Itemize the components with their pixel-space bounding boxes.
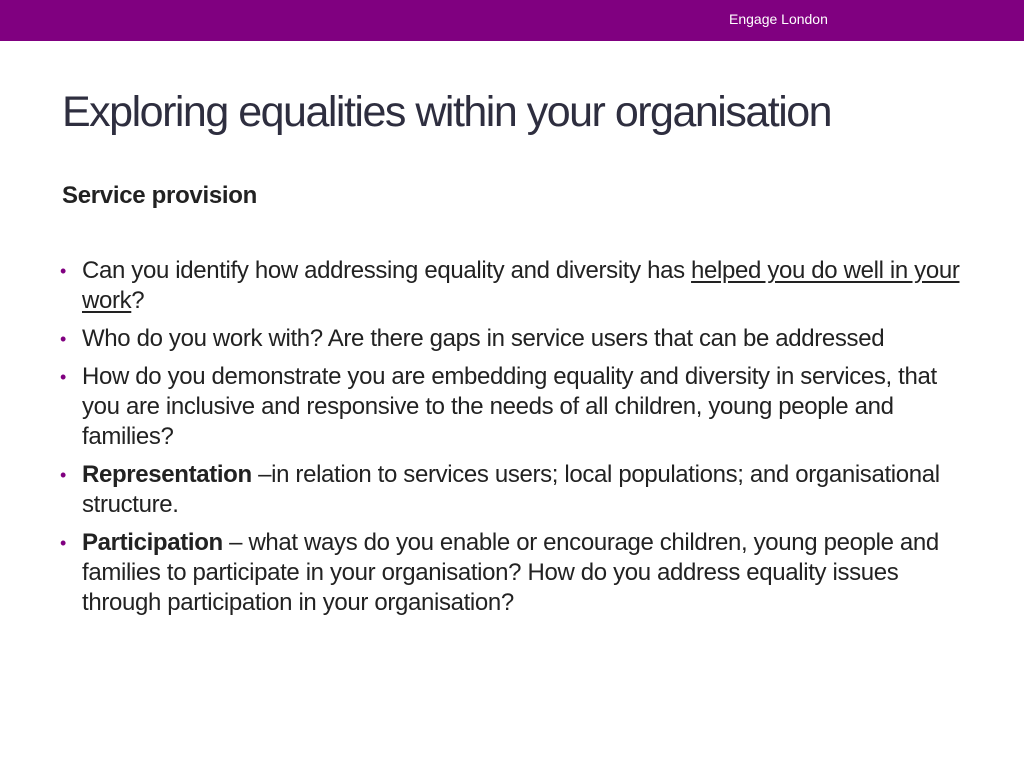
bullet-bold-term: Representation — [82, 461, 252, 488]
bullet-bold-term: Participation — [82, 529, 223, 556]
underlined-phrase: helped you do well in your work — [82, 257, 960, 314]
bullet-text: Who do you work with? Are there gaps in service users that can be addressed — [82, 325, 885, 352]
bullet-item-service-users — [60, 324, 965, 354]
bullet-text: – what ways do you enable or encourage children, young people and families to participate in your organisation? How do you address equality issues through participation in your organisation? — [82, 529, 939, 616]
brand-label: Engage London — [729, 11, 828, 27]
bullet-icon: • — [60, 367, 66, 387]
bullet-item-helped — [60, 256, 965, 316]
bullet-icon: • — [60, 329, 66, 349]
bullet-text: –in relation to services users; local populations; and organisational structure. — [82, 461, 940, 518]
bullet-icon: • — [60, 261, 66, 281]
header-bar — [0, 0, 1024, 41]
section-heading: Service provision — [62, 182, 257, 209]
bullet-icon: • — [60, 465, 66, 485]
bullet-text: Can you identify how addressing equality and diversity has — [82, 257, 692, 284]
bullet-text-end: ? — [131, 287, 145, 314]
bullet-text: How do you demonstrate you are embedding equality and diversity in services, that you are inclusive and responsive to the needs of all children, young people and families? — [82, 363, 937, 450]
bullet-item-participation — [60, 528, 965, 618]
bullet-item-representation — [60, 460, 965, 520]
bullet-list — [60, 256, 965, 626]
bullet-item-embedding — [60, 362, 965, 452]
bullet-icon: • — [60, 533, 66, 553]
slide-title: Exploring equalities within your organisation — [62, 88, 832, 136]
